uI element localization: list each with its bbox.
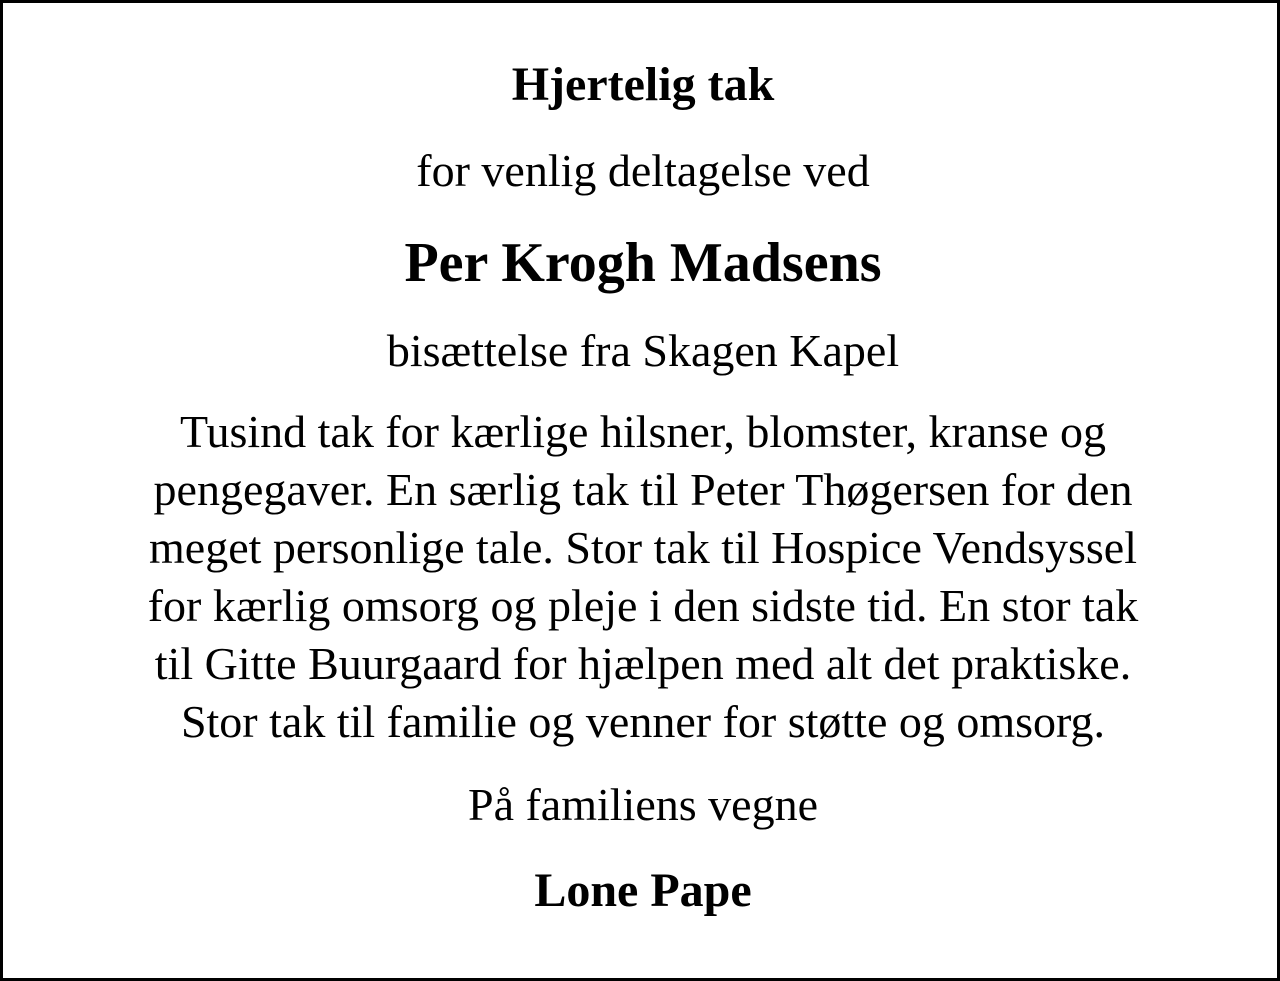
thanks-line: meget personlige tale. Stor tak til Hospice Vendsyssel: [149, 522, 1137, 573]
thanks-line: til Gitte Buurgaard for hjælpen med alt det praktiske.: [154, 638, 1132, 689]
signature-name: Lone Pape: [534, 864, 752, 917]
deceased-name: Per Krogh Madsens: [404, 232, 882, 294]
thanks-line: pengegaver. En særlig tak til Peter Thøgersen for den: [153, 464, 1133, 515]
ceremony-text: bisættelse fra Skagen Kapel: [386, 325, 900, 376]
notice-intro: for venlig deltagelse ved: [416, 145, 870, 196]
thanks-line: Tusind tak for kærlige hilsner, blomster, kranse og: [179, 406, 1107, 457]
thanks-line: Stor tak til familie og venner for støtte og omsorg.: [180, 696, 1106, 747]
thanks-line: for kærlig omsorg og pleje i den sidste tid. En stor tak: [147, 580, 1139, 631]
closing-text: På familiens vegne: [467, 779, 818, 830]
thanks-message: [3, 403, 1280, 751]
notice-heading: Hjertelig tak: [511, 58, 775, 111]
